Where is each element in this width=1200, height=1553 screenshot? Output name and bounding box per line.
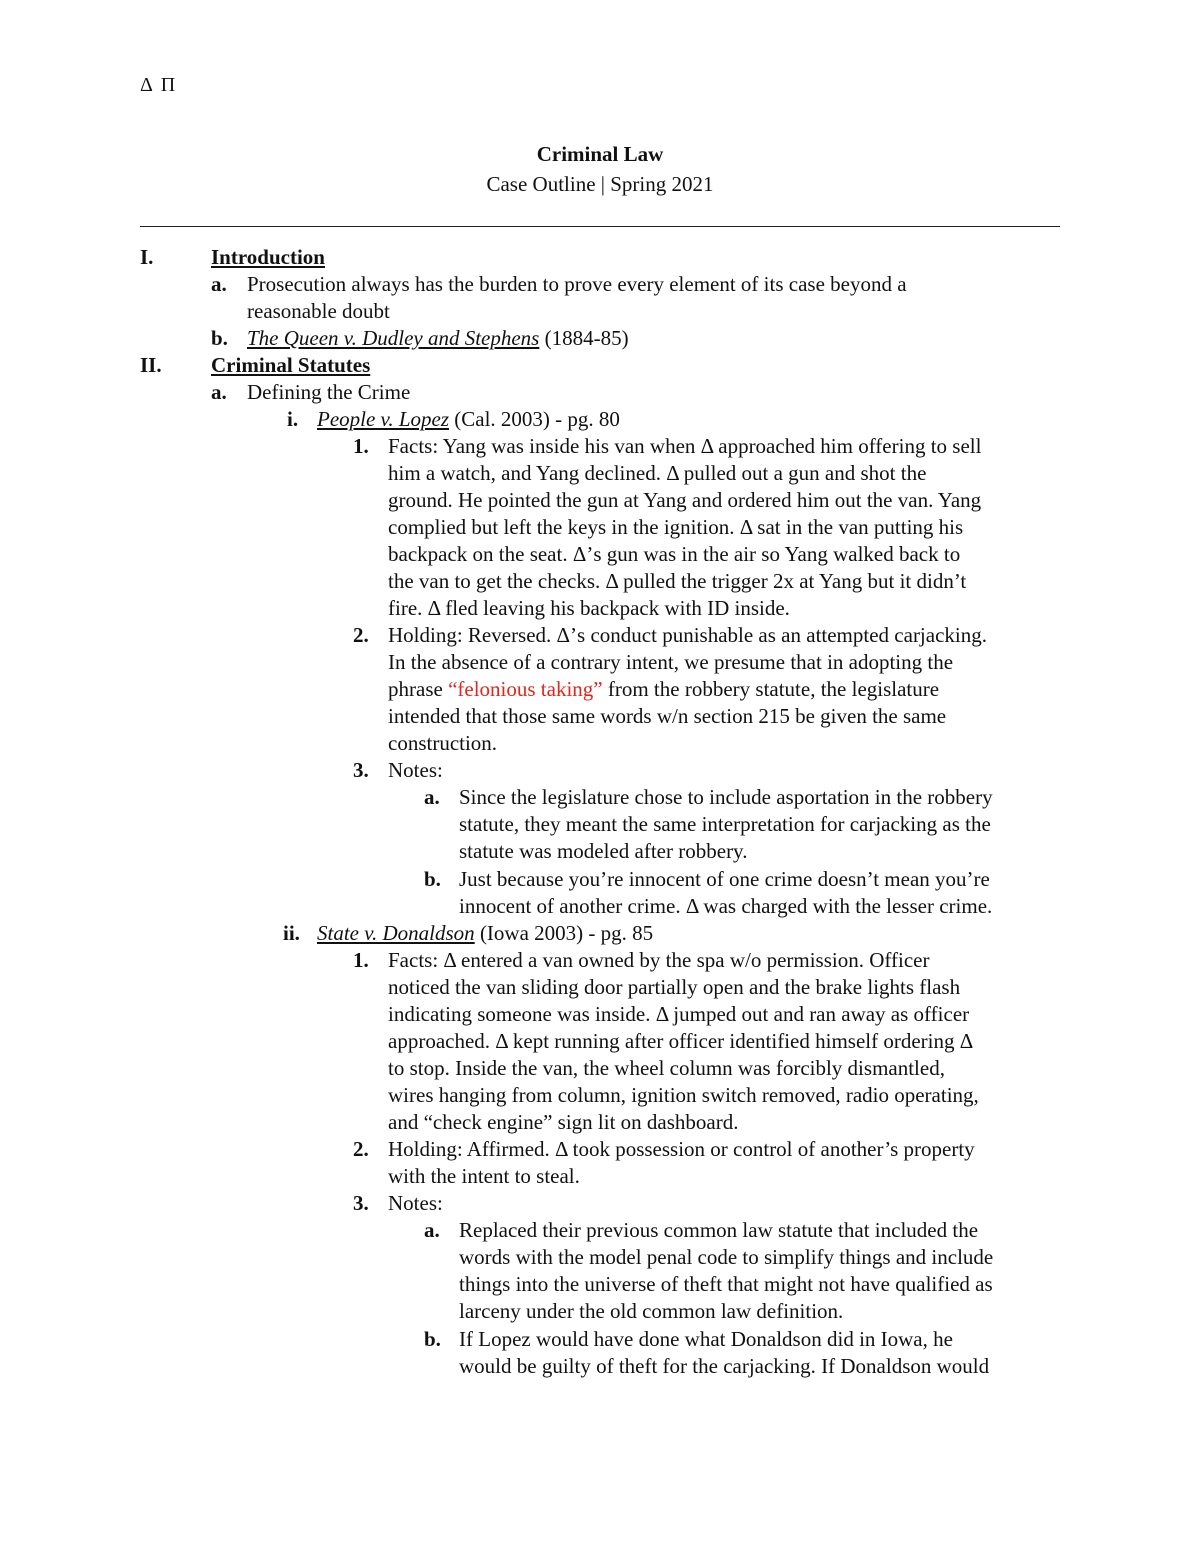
outline-text: In the absence of a contrary intent, we presume that in adopting the	[388, 650, 954, 674]
outline-text: Replaced their previous common law statute that included the	[459, 1218, 979, 1242]
outline-text: fire. Δ fled leaving his backpack with ID inside.	[388, 596, 790, 620]
case-citation-lopez: People v. Lopez (Cal. 2003) - pg. 80	[317, 407, 620, 431]
item-label: b.	[424, 1327, 441, 1351]
outline-text: construction.	[388, 731, 498, 755]
header-symbols: Δ Π	[140, 74, 178, 96]
outline-text: noticed the van sliding door partially open and the brake lights flash	[388, 975, 961, 999]
outline-text: Defining the Crime	[247, 380, 411, 404]
item-label: a.	[211, 380, 227, 404]
outline-text: wires hanging from column, ignition switch removed, radio operating,	[388, 1083, 979, 1107]
outline-text: If Lopez would have done what Donaldson did in Iowa, he	[459, 1327, 953, 1351]
outline-text: indicating someone was inside. Δ jumped out and ran away as officer	[388, 1002, 970, 1026]
item-label: i.	[287, 407, 299, 431]
outline-text: Notes:	[388, 1191, 443, 1215]
outline-text: approached. Δ kept running after officer identified himself ordering Δ	[388, 1029, 974, 1053]
item-label: 3.	[353, 1191, 369, 1215]
outline-text: Prosecution always has the burden to prove every element of its case beyond a	[247, 272, 907, 296]
outline-text: larceny under the old common law definition.	[459, 1299, 844, 1323]
outline-text: Facts: Yang was inside his van when Δ approached him offering to sell	[388, 434, 982, 458]
outline-text: backpack on the seat. Δ’s gun was in the air so Yang walked back to	[388, 542, 961, 566]
case-citation-dudley: The Queen v. Dudley and Stephens (1884-85)	[247, 326, 629, 350]
outline-text: complied but left the keys in the ignition. Δ sat in the van putting his	[388, 515, 964, 539]
outline-text: intended that those same words w/n section 215 be given the same	[388, 704, 947, 728]
outline-text: innocent of another crime. Δ was charged with the lesser crime.	[459, 894, 993, 918]
outline-text: things into the universe of theft that might not have qualified as	[459, 1272, 993, 1296]
case-citation-donaldson: State v. Donaldson (Iowa 2003) - pg. 85	[317, 921, 654, 945]
outline-text: Holding: Affirmed. Δ took possession or control of another’s property	[388, 1137, 975, 1161]
header-divider	[140, 226, 1060, 227]
item-label: a.	[211, 272, 227, 296]
outline-text: would be guilty of theft for the carjacking. If Donaldson would	[459, 1354, 990, 1378]
outline-text: words with the model penal code to simplify things and include	[459, 1245, 994, 1269]
item-label: a.	[424, 785, 440, 809]
outline-text: Since the legislature chose to include asportation in the robbery	[459, 785, 993, 809]
section-number: I.	[140, 245, 154, 269]
outline-text: him a watch, and Yang declined. Δ pulled out a gun and shot the	[388, 461, 927, 485]
document-subtitle: Case Outline | Spring 2021	[486, 172, 714, 196]
item-label: 3.	[353, 758, 369, 782]
item-label: 2.	[353, 623, 369, 647]
outline-text: and “check engine” sign lit on dashboard.	[388, 1110, 739, 1134]
outline-text: the van to get the checks. Δ pulled the trigger 2x at Yang but it didn’t	[388, 569, 967, 593]
item-label: 1.	[353, 434, 369, 458]
item-label: a.	[424, 1218, 440, 1242]
section-heading-criminal-statutes: Criminal Statutes	[211, 353, 371, 377]
outline-text: statute was modeled after robbery.	[459, 839, 748, 863]
item-label: 1.	[353, 948, 369, 972]
item-label: b.	[424, 867, 441, 891]
outline-text: Holding: Reversed. Δ’s conduct punishable as an attempted carjacking.	[388, 623, 987, 647]
outline-text-highlight: phrase “felonious taking” from the robbery statute, the legislature	[388, 677, 940, 701]
outline-text: statute, they meant the same interpretation for carjacking as the	[459, 812, 991, 836]
outline-text: with the intent to steal.	[388, 1164, 580, 1188]
item-label: b.	[211, 326, 228, 350]
outline-text: Facts: Δ entered a van owned by the spa w/o permission. Officer	[388, 948, 930, 972]
section-number: II.	[140, 353, 162, 377]
outline-text: reasonable doubt	[247, 299, 390, 323]
outline-text: ground. He pointed the gun at Yang and ordered him out the van. Yang	[388, 488, 982, 512]
outline-text: Notes:	[388, 758, 443, 782]
item-label: 2.	[353, 1137, 369, 1161]
highlighted-phrase: “felonious taking”	[448, 677, 603, 701]
outline-text: Just because you’re innocent of one crime doesn’t mean you’re	[459, 867, 990, 891]
outline-text: to stop. Inside the van, the wheel column was forcibly dismantled,	[388, 1056, 945, 1080]
section-heading-introduction: Introduction	[211, 245, 325, 269]
document-title: Criminal Law	[536, 142, 664, 166]
item-label: ii.	[283, 921, 300, 945]
